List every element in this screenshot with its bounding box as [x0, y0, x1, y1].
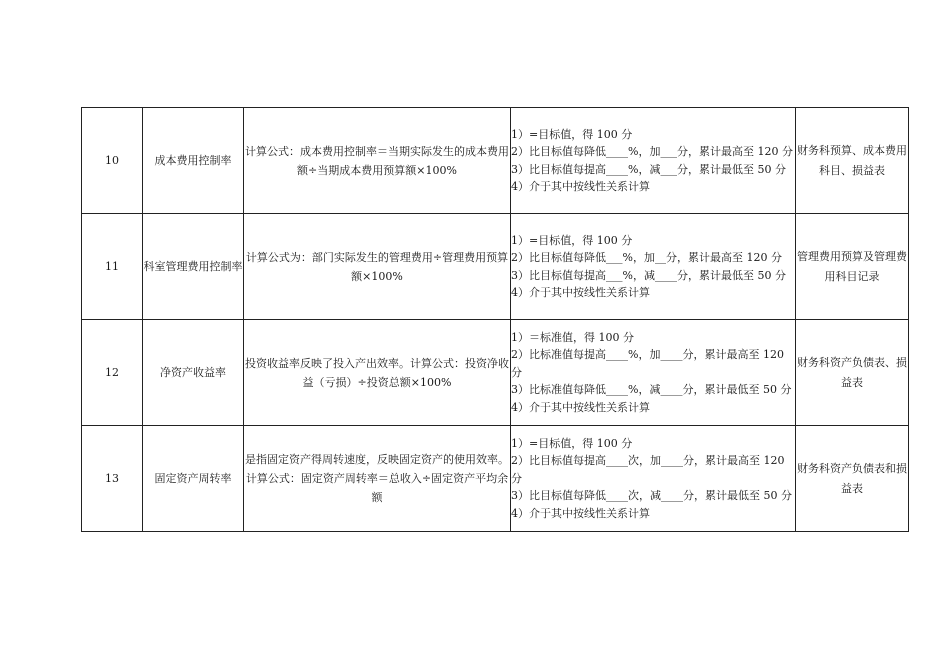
scoring-rules	[511, 214, 796, 320]
indicator-formula: 计算公式：成本费用控制率＝当期实际发生的成本费用额÷当期成本费用预算额×100%	[244, 108, 511, 214]
indicator-name: 净资产收益率	[143, 320, 244, 426]
scoring-rule: 4）介于其中按线性关系计算	[511, 285, 650, 299]
row-number: 13	[82, 426, 143, 532]
scoring-rules	[511, 426, 796, 532]
data-source: 财务科资产负债表和损益表	[796, 426, 909, 532]
scoring-rule: 2）比目标值每降低____%，加___分，累计最高至 120 分	[511, 145, 793, 159]
scoring-rule: 3）比目标值每提高____%，减___分，累计最低至 50 分	[511, 162, 786, 176]
scoring-rule: 3）比目标值每提高___%，减____分，累计最低至 50 分	[511, 268, 786, 282]
table-row	[82, 426, 909, 532]
indicator-formula: 是指固定资产得周转速度，反映固定资产的使用效率。计算公式：固定资产周转率＝总收入÷固定资产平均余额	[244, 426, 511, 532]
indicator-formula: 投资收益率反映了投入产出效率。计算公式：投资净收益（亏损）÷投资总额×100%	[244, 320, 511, 426]
scoring-rule: 1）=目标值，得 100 分	[511, 436, 633, 450]
scoring-rule: 4）介于其中按线性关系计算	[511, 506, 650, 520]
row-number: 11	[82, 214, 143, 320]
data-source: 管理费用预算及管理费用科目记录	[796, 214, 909, 320]
data-source: 财务科预算、成本费用科目、损益表	[796, 108, 909, 214]
kpi-table	[81, 107, 909, 532]
scoring-rule: 1）=目标值，得 100 分	[511, 127, 633, 141]
scoring-rule: 2）比标准值每提高____%，加____分，累计最高至 120 分	[511, 348, 784, 379]
scoring-rule: 2）比目标值每降低___%，加__分，累计最高至 120 分	[511, 251, 782, 265]
scoring-rules	[511, 108, 796, 214]
data-source: 财务科资产负债表、损益表	[796, 320, 909, 426]
row-number: 10	[82, 108, 143, 214]
scoring-rule: 3）比目标值每降低____次，减____分，累计最低至 50 分	[511, 489, 792, 503]
scoring-rule: 4）介于其中按线性关系计算	[511, 179, 650, 193]
indicator-name: 成本费用控制率	[143, 108, 244, 214]
scoring-rule: 3）比标准值每降低____%，减____分，累计最低至 50 分	[511, 383, 792, 397]
scoring-rule: 4）介于其中按线性关系计算	[511, 400, 650, 414]
scoring-rule: 2）比目标值每提高____次，加____分，累计最高至 120 分	[511, 454, 785, 485]
indicator-formula: 计算公式为：部门实际发生的管理费用÷管理费用预算额×100%	[244, 214, 511, 320]
scoring-rule: 1）=目标值，得 100 分	[511, 233, 633, 247]
table-row	[82, 320, 909, 426]
scoring-rules	[511, 320, 796, 426]
table-row	[82, 214, 909, 320]
indicator-name: 固定资产周转率	[143, 426, 244, 532]
scoring-rule: 1）＝标准值，得 100 分	[511, 330, 634, 344]
row-number: 12	[82, 320, 143, 426]
indicator-name: 科室管理费用控制率	[143, 214, 244, 320]
table-row	[82, 108, 909, 214]
